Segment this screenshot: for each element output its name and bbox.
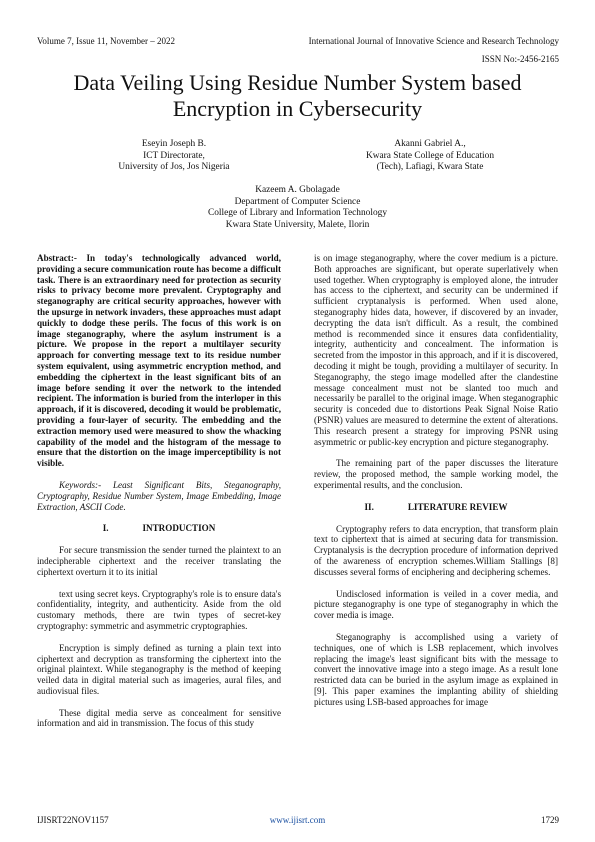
paragraph: Cryptography refers to data encryption, that transform plain text to ciphertext that is aimed at securing data for transmission. Cryptanalysis is the decryption procedure of information deprived of the awareness of encryption schemes.William Stallings [8] discusses several forms of enciphering and deciphering schemes. (314, 523, 558, 577)
paragraph: is on image steganography, where the cover medium is a picture. Both approaches are significant, but operate superlatively when used together. When cryptography is employed alone, the intruder has access to the ciphertext, and security can be undermined if sufficient cryptanalysis is performed. When used alone, steganography hides data, however, if discovered by an invader, decrypting the data isn't difficult. As a result, the combined method is recommended since it ensures data confidentiality, integrity, authenticity and concealment. The information is secreted from the impostor in this approach, and if it is discovered, decoding it might be tough, providing a multilayer of security. In Steganography, the stego image modelled after the clandestine message concealment must not be slanted too much and necessarily be parallel to the original image. When steganographic security is conceded due to distortions Peak Signal Noise Ratio (PSNR) values are measured to determine the extent of alterations. This research present a strategy for improving PSNR using asymmetric or public-key encryption and picture steganography. (314, 253, 558, 447)
footer-url-link[interactable]: www.ijisrt.com (269, 815, 326, 825)
section-heading-introduction (37, 523, 281, 534)
section-title: INTRODUCTION (142, 523, 216, 534)
right-column (314, 253, 558, 707)
footer-paper-id: IJISRT22NOV1157 (37, 815, 109, 825)
section-number: II. (364, 501, 374, 512)
paragraph: The remaining part of the paper discusses the literature review, the proposed method, the sample working model, the experimental results, and the conclusion. (314, 458, 558, 490)
paper-title: Data Veiling Using Residue Number System based Encryption in Cybersecurity (73, 70, 522, 121)
paragraph: Steganography is accomplished using a variety of techniques, one of which is LSB replacement, which involves replacing the image's least significant bits with the message to convert the innovative image into a stego image. As a result lone restricted data can be buried in the asylum image as explained in [9]. This paper examines the implanting ability of shielding pictures using LSB-based approaches for image (314, 631, 558, 707)
left-column (37, 253, 281, 729)
author-affiliation: Kwara State University, Malete, Ilorin (225, 219, 370, 230)
author-affiliation: ICT Directorate, (143, 150, 205, 161)
author-name: Kazeem A. Gbolagade (255, 185, 340, 195)
keywords: Keywords:- Least Significant Bits, Steganography, Cryptography, Residue Number System, Image Embedding, Image Extraction, ASCII Code. (37, 479, 281, 512)
section-title: LITERATURE REVIEW (407, 501, 508, 512)
author-block (74, 139, 274, 174)
paragraph: These digital media serve as concealment for sensitive information and aid in transmission. The focus of this study (37, 707, 281, 729)
author-affiliation: (Tech), Lafiagi, Kwara State (376, 162, 484, 172)
author-block (150, 185, 445, 231)
paragraph: For secure transmission the sender turned the plaintext to an indecipherable ciphertext and the receiver translating the ciphertext overturn it to its initial (37, 545, 281, 577)
author-affiliation: Kwara State College of Education (365, 150, 495, 161)
section-number: I. (102, 523, 109, 534)
paragraph: text using secret keys. Cryptography's role is to ensure data's confidentiality, integrity, and authenticity. Aside from the old customary methods, there are twin types of secret-key cryptography: symmetric and asymmetric cryptographies. (37, 588, 281, 631)
paragraph: Undisclosed information is veiled in a cover media, and picture steganography is one type of steganography in which the cover media is image. (314, 588, 558, 621)
author-name: Eseyin Joseph B. (141, 139, 207, 149)
running-header-volume: Volume 7, Issue 11, November – 2022 (37, 36, 175, 46)
author-affiliation: College of Library and Information Technology (207, 208, 388, 218)
author-block (330, 139, 530, 174)
author-affiliation: Department of Computer Science (234, 196, 361, 207)
issn: ISSN No:-2456-2165 (481, 54, 559, 64)
abstract: Abstract:- In today's technologically advanced world, providing a secure communication route has become a difficult task. There is an extraordinary need for protection as security risks to privacy become more prevalent. Cryptography and steganography are critical security approaches, however with the upsurge in network invaders, these approaches must adapt quickly to dodge these perils. The focus of this work is on image steganography, where the asylum instrument is a picture. We propose in the report a multilayer security approach for converting message text to its residue number system equivalent, using asymmetric encryption method, and embedding the ciphertext in the least significant bits of an image before sending it over the network to the intended recipient. The information is buried from the interloper in this approach, if it is discovered, decoding it would be problematic, providing a four-layer of security. The embedding and the extraction memory used were measured to show the whacking capability of the model and the histogram of the message to ensure that the distortion on the image imperceptibility is not visible. (37, 253, 281, 469)
paragraph: Encryption is simply defined as turning a plain text into ciphertext and decryption as transforming the ciphertext into the original plaintext. While steganography is the method of keeping veiled data in digital material such as imageries, aural files, and audiovisual files. (37, 642, 281, 696)
author-name: Akanni Gabriel A., (394, 139, 466, 149)
section-heading-literature-review (314, 502, 558, 513)
page-number: 1729 (541, 815, 559, 825)
running-header-journal: International Journal of Innovative Science and Research Technology (308, 36, 559, 46)
author-affiliation: University of Jos, Jos Nigeria (118, 162, 230, 172)
